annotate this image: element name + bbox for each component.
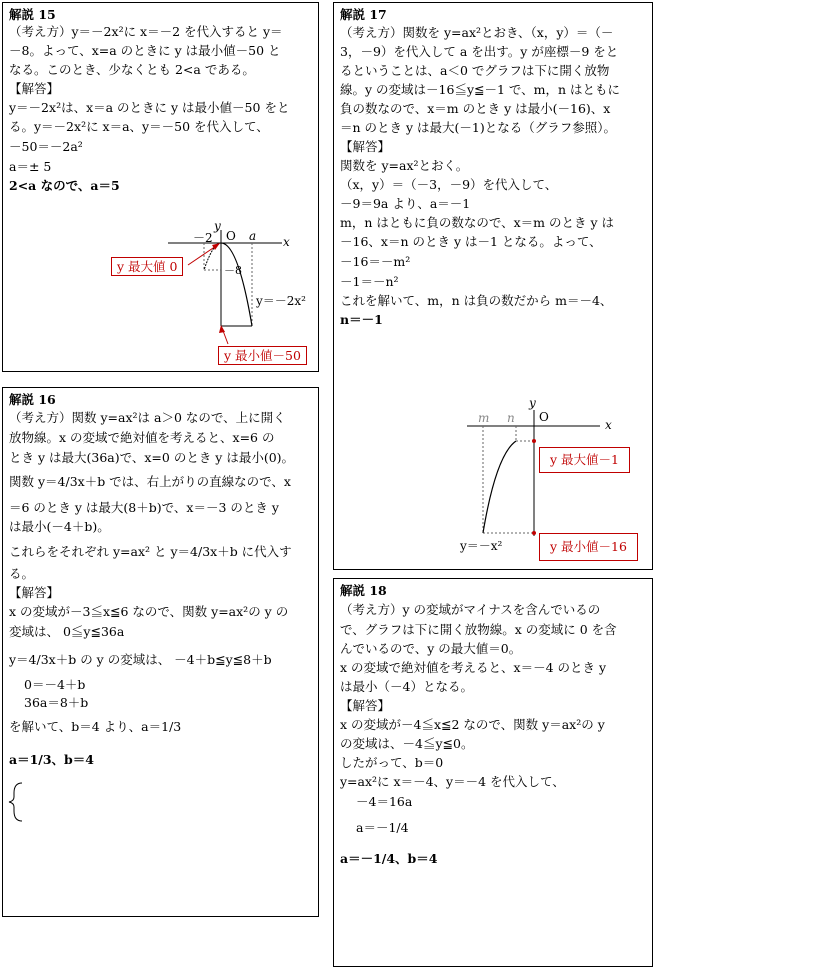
s17-line-14: －1＝－n² [340,274,399,289]
s17-y-label: y [529,396,536,410]
s16-line-7: これらをそれぞれ y=ax² と y＝4/3x＋b に代入す [9,544,292,559]
s15-max-box: y 最大値 0 [111,257,183,276]
s18-line-3: んでいるので、y の最大値＝0。 [340,641,522,656]
section-16-title: 解説 16 [9,392,56,407]
s17-line-2: 3，－9）を代入して a を出す。y が座標－9 をと [340,44,619,59]
s16-line-8: る。 [9,566,35,581]
s17-line-4: 線。y の変域は－16≦y≦－1 で、m，n はともに [340,82,621,97]
s15-o-label: O [226,229,236,243]
s15-line-5: y＝－2x²は、x＝a のときに y は最小値－50 をと [9,100,290,115]
s15-line-7: －50＝－2a² [9,139,83,154]
s15-x-label: x [283,235,290,249]
s15-curve-label: y＝－2x² [256,294,306,308]
s18-line-12: a＝－1/4 [356,820,409,835]
s17-line-15: これを解いて、m，n は負の数だから m＝－4、 [340,293,613,308]
section-18-title: 解説 18 [340,583,387,598]
s15-answer: 2<a なので、a＝5 [9,178,120,193]
s16-line-15: を解いて、b＝4 より、a＝1/3 [9,719,182,734]
s15-min-box: y 最小値－50 [218,346,307,365]
s18-line-11: －4＝16a [356,794,413,809]
s15-line-6: る。y＝－2x²に x＝a、y＝－50 を代入して、 [9,119,269,134]
section-15-title: 解説 15 [9,7,56,22]
s15-line-4: 【解答】 [9,81,60,96]
s17-line-1: （考え方）関数を y=ax²とおき、（x，y）＝（－ [340,25,614,40]
s16-line-9: 【解答】 [9,585,60,600]
s17-x-label: x [605,418,612,432]
s16-line-6: は最小(－4＋b)。 [9,519,110,534]
s18-line-6: 【解答】 [340,698,391,713]
section-17-title: 解説 17 [340,7,387,22]
s17-line-5: 負の数なので、x＝m のとき y は最小(－16)、x [340,101,611,116]
s17-min-dot [532,531,536,535]
s17-o-label: O [539,410,549,424]
s17-line-11: m，n はともに負の数なので、x＝m のとき y は [340,215,615,230]
s17-line-9: （x，y）＝（－3，－9）を代入して、 [340,177,558,192]
s17-min-box: y 最小値－16 [539,533,638,561]
s15-y-label: y [214,219,221,233]
s15-line-2: －8。よって、x=a のときに y は最小値－50 と [9,43,281,58]
s17-line-12: －16、x＝n のとき y は－1 となる。よって、 [340,234,602,249]
s17-max-box: y 最大値－1 [539,447,630,473]
s18-line-8: の変域は、－4≦y≦0。 [340,736,474,751]
s16-line-13: 0＝－4＋b [24,677,86,692]
s17-answer-n: n＝－1 [340,312,383,327]
s18-line-1: （考え方）y の変域がマイナスを含んでいるの [340,602,601,617]
s15-neg2-label: －2 [193,231,213,245]
s16-answer: a＝1/3、b＝4 [9,752,94,767]
s16-line-5: ＝6 のとき y は最大(8＋b)で、x＝－3 のとき y [9,500,279,515]
s16-line-1: （考え方）関数 y=ax²は a＞0 なので、上に開く [9,410,286,425]
s17-max-dot [532,439,536,443]
s18-answer: a＝－1/4、b＝4 [340,851,438,866]
s17-line-7: 【解答】 [340,139,391,154]
s18-line-10: y=ax²に x＝－4、y＝－4 を代入して、 [340,774,565,789]
s17-line-13: －16＝－m² [340,254,411,269]
s17-line-3: るということは、a＜0 でグラフは下に開く放物 [340,63,610,78]
s18-line-5: は最小（－4）となる。 [340,679,473,694]
s18-line-9: したがって、b＝0 [340,755,444,770]
s18-line-4: x の変域で絶対値を考えると、x＝－4 のとき y [340,660,607,675]
s17-line-10: －9＝9a より、a＝－1 [340,196,471,211]
s15-line-8: a＝± 5 [9,159,52,174]
s17-curve-label: y＝－x² [460,539,503,553]
s17-n-label: n [507,411,515,425]
s15-neg8-label: －8 [224,264,242,277]
s16-line-11: 変域は、 0≦y≦36a [9,624,125,639]
s15-a-label: a [249,229,257,243]
s16-line-14: 36a＝8＋b [24,695,89,710]
s16-line-4: 関数 y＝4/3x＋b では、右上がりの直線なので、x [9,474,291,489]
s17-m-label: m [478,411,490,425]
s17-line-8: 関数を y=ax²とおく。 [340,158,469,173]
s16-line-2: 放物線。x の変域で絶対値を考えると、x=6 の [9,430,275,445]
s15-line-1: （考え方）y＝－2x²に x＝－2 を代入すると y＝ [9,24,283,39]
s16-line-12: y＝4/3x＋b の y の変域は、 －4＋b≦y≦8＋b [9,652,272,667]
s18-line-2: で、グラフは下に開く放物線。x の変域に 0 を含 [340,622,617,637]
s16-line-10: x の変域が－3≦x≦6 なので、関数 y=ax²の y の [9,604,289,619]
s18-line-7: x の変域が－4≦x≦2 なので、関数 y＝ax²の y [340,717,605,732]
s17-parabola [483,441,516,533]
s15-line-3: なる。このとき、少なくとも 2<a である。 [9,62,255,77]
s17-line-6: ＝n のとき y は最大(－1)となる（グラフ参照）。 [340,120,616,135]
s16-line-3: とき y は最大(36a)で、x=0 のとき y は最小(0)。 [9,450,295,465]
